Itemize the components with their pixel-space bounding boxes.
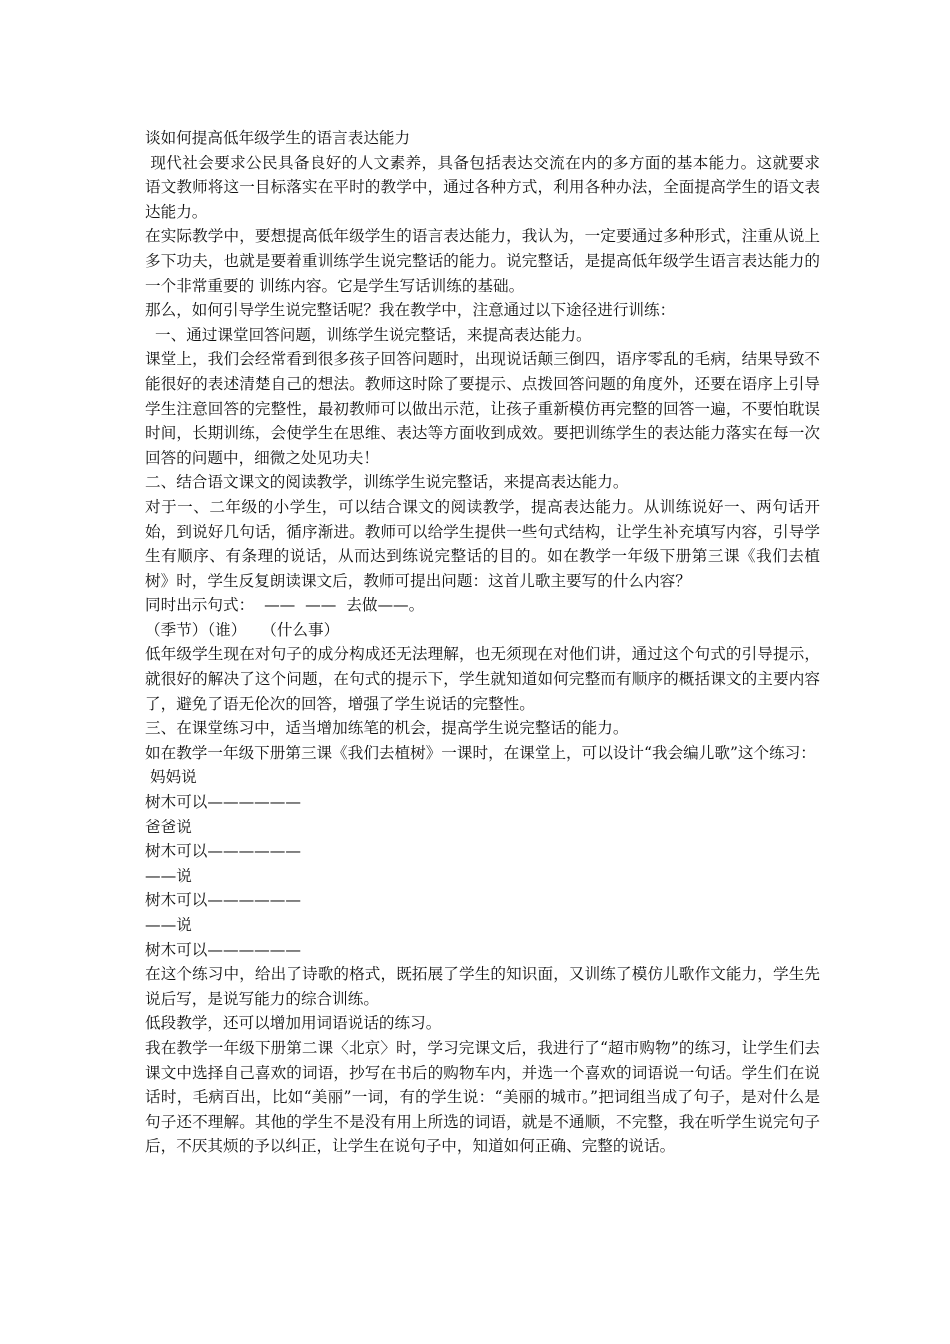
poem-line: 树木可以—————— [145, 891, 301, 910]
paragraph-explanation: 低年级学生现在对句子的成分构成还无法理解，也无须现在对他们讲，通过这个句式的引导提示，就很好的解决了这个问题，在句式的提示下，学生就知道如何完整而有顺序的概括课文的主要内容了，避免了语无伦次的回答，增强了学生说话的完整性。 [145, 645, 820, 713]
document-page [145, 126, 820, 1159]
sentence-pattern: 同时出示句式： —— —— 去做——。 [145, 596, 425, 615]
poem-line: ——说 [145, 866, 192, 885]
paragraph-question: 那么，如何引导学生说完整话呢？我在教学中，注意通过以下途径进行训练： [145, 301, 676, 320]
document-title: 谈如何提高低年级学生的语言表达能力 [145, 129, 411, 147]
poem-line: 树木可以—————— [145, 793, 301, 812]
sentence-pattern-labels: （季节）（谁） （什么事） [145, 620, 340, 639]
paragraph-summary: 在这个练习中，给出了诗歌的格式，既拓展了学生的知识面，又训练了模仿儿歌作文能力，学生先说后写，是说写能力的综合训练。 [145, 965, 820, 1008]
paragraph-reading: 对于一、二年级的小学生，可以结合课文的阅读教学，提高表达能力。从训练说好一、两句话开始，到说好几句话，循序渐进。教师可以给学生提供一些句式结构，让学生补充填写内容，引导学生有顺序、有条理的说话，从而达到练说完整话的目的。如在教学一年级下册第三课《我们去植树》时，学生反复朗读课文后，教师可提出问题：这首儿歌主要写的什么内容？ [145, 497, 820, 590]
poem-line: 树木可以—————— [145, 940, 301, 959]
poem-line: 妈妈说 [145, 768, 197, 787]
section-heading-2: 二、结合语文课文的阅读教学，训练学生说完整话，来提高表达能力。 [145, 473, 629, 492]
paragraph-exercise: 如在教学一年级下册第三课《我们去植树》一课时，在课堂上，可以设计“我会编儿歌”这个练习： [145, 743, 816, 762]
paragraph-intro: 现代社会要求公民具备良好的人文素养，具备包括表达交流在内的多方面的基本能力。这就要求语文教师将这一目标落实在平时的教学中，通过各种方式，利用各种办法，全面提高学生的语文表达能力。 [145, 153, 820, 221]
section-heading-3: 三、在课堂练习中，适当增加练笔的机会，提高学生说完整话的能力。 [145, 719, 629, 738]
paragraph-beijing: 我在教学一年级下册第二课〈北京〉时，学习完课文后，我进行了“超市购物”的练习，让学生们去课文中选择自己喜欢的词语，抄写在书后的购物车内，并选一个喜欢的词语说一句话。学生们在说话时，毛病百出，比如“美丽”一词，有的学生说：“美丽的城市。”把词组当成了句子，是对什么是句子还不理解。其他的学生不是没有用上所选的词语，就是不通顺，不完整，我在听学生说完句子后，不厌其烦的予以纠正，让学生在说句子中，知道如何正确、完整的说话。 [145, 1038, 820, 1156]
poem-line: 树木可以—————— [145, 842, 301, 861]
poem-line: 爸爸说 [145, 817, 192, 836]
paragraph-practice: 在实际教学中，要想提高低年级学生的语言表达能力，我认为，一定要通过多种形式，注重从说上多下功夫，也就是要着重训练学生说完整话的能力。说完整话，是提高低年级学生语言表达能力的一个非常重要的 训练内容。它是学生写话训练的基础。 [145, 227, 820, 295]
paragraph-classroom: 课堂上，我们会经常看到很多孩子回答问题时，出现说话颠三倒四，语序零乱的毛病，结果导致不能很好的表述清楚自己的想法。教师这时除了要提示、点拨回答问题的角度外，还要在语序上引导学生注意回答的完整性，最初教师可以做出示范，让孩子重新模仿再完整的回答一遍，不要怕耽误时间，长期训练，会使学生在思维、表达等方面收到成效。要把训练学生的表达能力落实在每一次回答的问题中，细微之处见功夫！ [145, 350, 820, 467]
section-heading-1: 一、通过课堂回答问题，训练学生说完整话，来提高表达能力。 [155, 325, 592, 344]
poem-line: ——说 [145, 916, 192, 934]
paragraph-words: 低段教学，还可以增加用词语说话的练习。 [145, 1014, 442, 1033]
